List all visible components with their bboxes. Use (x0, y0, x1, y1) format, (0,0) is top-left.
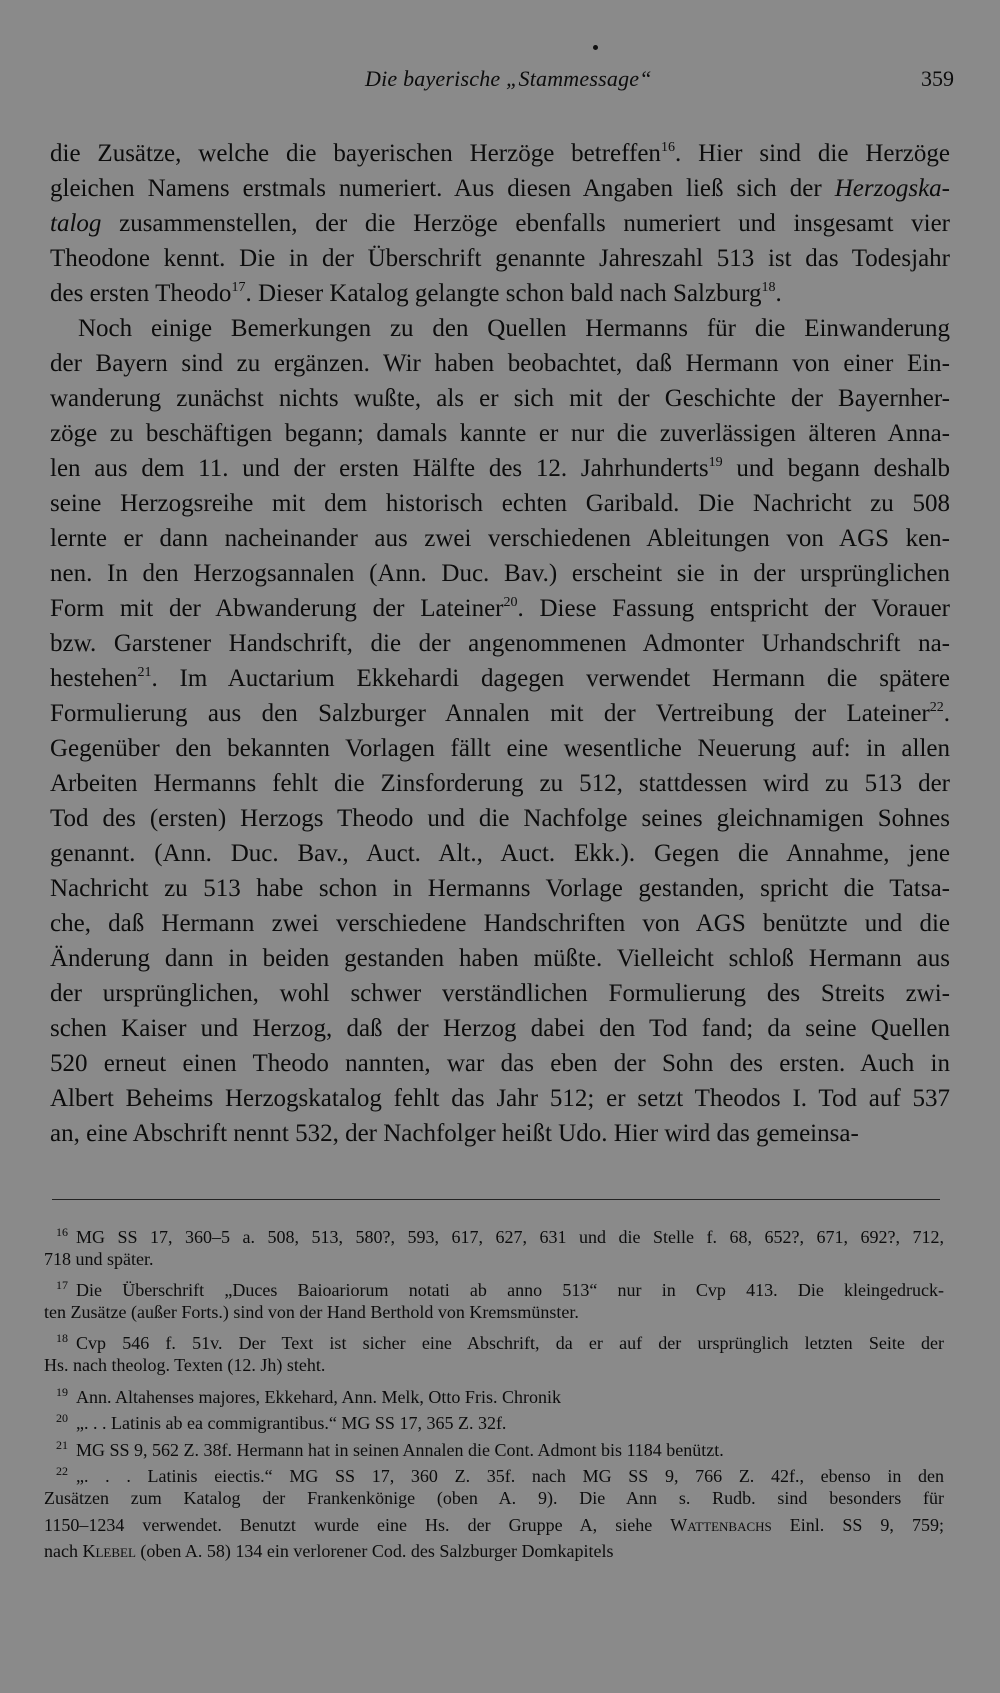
body-line: der Bayern sind zu ergänzen. Wir haben beobachtet, daß Hermann von einer Ein- (50, 350, 950, 377)
footnote-line: $^{19}$ Ann. Altahenses majores, Ekkehard, Ann. Melk, Otto Fris. Chronik (56, 1384, 561, 1407)
running-title: Die bayerische „Stammessage“ (365, 66, 652, 91)
body-line: zöge zu beschäftigen begann; damals kannte er nur die zuverlässigen älteren Anna- (50, 420, 950, 447)
body-line: Albert Beheims Herzogskatalog fehlt das Jahr 512; er setzt Theodos I. Tod auf 537 (50, 1085, 950, 1112)
footnote-line: Hs. nach theolog. Texten (12. Jh) steht. (44, 1354, 326, 1375)
body-line: Theodone kennt. Die in der Überschrift genannte Jahreszahl 513 ist das Todesjahr (50, 245, 950, 272)
footnote-line: 1150–1234 verwendet. Benutzt wurde eine Hs. der Gruppe A, siehe Wattenbachs Einl. SS 9, 759; (44, 1514, 944, 1535)
body-line: Gegenüber den bekannten Vorlagen fällt eine wesentliche Neuerung auf: in allen (50, 735, 950, 762)
printed-dot-mark (593, 45, 598, 50)
body-line: des ersten Theodo$^{17}$. Dieser Katalog gelangte schon bald nach Salzburg$^{18}$. (50, 280, 782, 307)
body-line: lernte er dann nacheinander aus zwei verschiedenen Ableitungen von AGS ken- (50, 525, 950, 552)
body-line: der ursprünglichen, wohl schwer verständlichen Formulierung des Streits zwi- (50, 980, 950, 1007)
body-line: gleichen Namens erstmals numeriert. Aus diesen Angaben ließ sich der Herzogska- (50, 175, 950, 202)
body-line: Nachricht zu 513 habe schon in Hermanns Vorlage gestanden, spricht die Tatsa- (50, 875, 950, 902)
body-line: che, daß Hermann zwei verschiedene Handschriften von AGS benützte und die (50, 910, 950, 937)
body-line: hestehen$^{21}$. Im Auctarium Ekkehardi dagegen verwendet Hermann die spätere (50, 665, 950, 692)
body-line: an, eine Abschrift nennt 532, der Nachfolger heißt Udo. Hier wird das gemeinsa- (50, 1120, 859, 1147)
body-line: Änderung dann in beiden gestanden haben müßte. Vielleicht schloß Hermann aus (50, 945, 950, 972)
footnotes (44, 1219, 944, 1565)
body-text (50, 136, 950, 1151)
footnote-line: $^{18}$ Cvp 546 f. 51v. Der Text ist sicher eine Abschrift, da er auf der ursprünglich letzten Seite der (56, 1331, 944, 1354)
footnote-line: Zusätzen zum Katalog der Frankenkönige (oben A. 9). Die Ann s. Rudb. sind besonders für (44, 1487, 944, 1508)
body-line: seine Herzogsreihe mit dem historisch echten Garibald. Die Nachricht zu 508 (50, 490, 950, 517)
running-header (0, 66, 1000, 98)
body-line: nen. In den Herzogsannalen (Ann. Duc. Bav.) erscheint sie in der ursprünglichen (50, 560, 950, 587)
footnote-line: 718 und später. (44, 1248, 154, 1269)
footnote-line: $^{21}$ MG SS 9, 562 Z. 38f. Hermann hat in seinen Annalen die Cont. Admont bis 1184 benützt. (56, 1437, 724, 1460)
footnote-line: nach Klebel (oben A. 58) 134 ein verlorener Cod. des Salzburger Domkapitels (44, 1541, 614, 1562)
footnote-line: $^{16}$ MG SS 17, 360–5 a. 508, 513, 580?, 593, 617, 627, 631 und die Stelle f. 68, 652?, 671, 692?, 712, (56, 1225, 944, 1247)
body-line: Tod des (ersten) Herzogs Theodo und die Nachfolge seines gleichnamigen Sohnes (50, 805, 950, 832)
footnote-line: ten Zusätze (außer Forts.) sind von der Hand Berthold von Kremsmünster. (44, 1301, 579, 1322)
body-line: bzw. Garstener Handschrift, die der angenommenen Admonter Urhandschrift na- (50, 630, 950, 657)
body-line: Arbeiten Hermanns fehlt die Zinsforderung zu 512, stattdessen wird zu 513 der (50, 770, 950, 797)
footnote-line: $^{22}$ „. . . Latinis eiectis.“ MG SS 17, 360 Z. 35f. nach MG SS 9, 766 Z. 42f., ebenso in den (56, 1464, 944, 1487)
body-line: Form mit der Abwanderung der Lateiner$^{20}$. Diese Fassung entspricht der Vorauer (50, 595, 950, 622)
body-line: die Zusätze, welche die bayerischen Herzöge betreffen$^{16}$. Hier sind die Herzöge (50, 140, 950, 167)
body-line: genannt. (Ann. Duc. Bav., Auct. Alt., Auct. Ekk.). Gegen die Annahme, jene (50, 840, 950, 867)
footnote-separator-rule (52, 1199, 940, 1200)
body-line: wanderung zunächst nichts wußte, als er sich mit der Geschichte der Bayernher- (50, 385, 950, 412)
body-line: 520 erneut einen Theodo nannten, war das eben der Sohn des ersten. Auch in (50, 1050, 950, 1077)
page-number: 359 (921, 66, 954, 91)
body-line: talog zusammenstellen, der die Herzöge ebenfalls numeriert und insgesamt vier (50, 210, 950, 237)
footnote-line: $^{17}$ Die Überschrift „Duces Baioariorum notati ab anno 513“ nur in Cvp 413. Die kleingedruck- (56, 1278, 944, 1301)
body-line: Formulierung aus den Salzburger Annalen mit der Vertreibung der Lateiner$^{22}$. (50, 700, 950, 727)
body-line: len aus dem 11. und der ersten Hälfte des 12. Jahrhunderts$^{19}$ und begann deshalb (50, 455, 950, 482)
body-line: Noch einige Bemerkungen zu den Quellen Hermanns für die Einwanderung (78, 315, 950, 342)
footnote-line: $^{20}$ „. . . Latinis ab ea commigrantibus.“ MG SS 17, 365 Z. 32f. (56, 1411, 507, 1434)
body-line: schen Kaiser und Herzog, daß der Herzog dabei den Tod fand; da seine Quellen (50, 1015, 950, 1042)
